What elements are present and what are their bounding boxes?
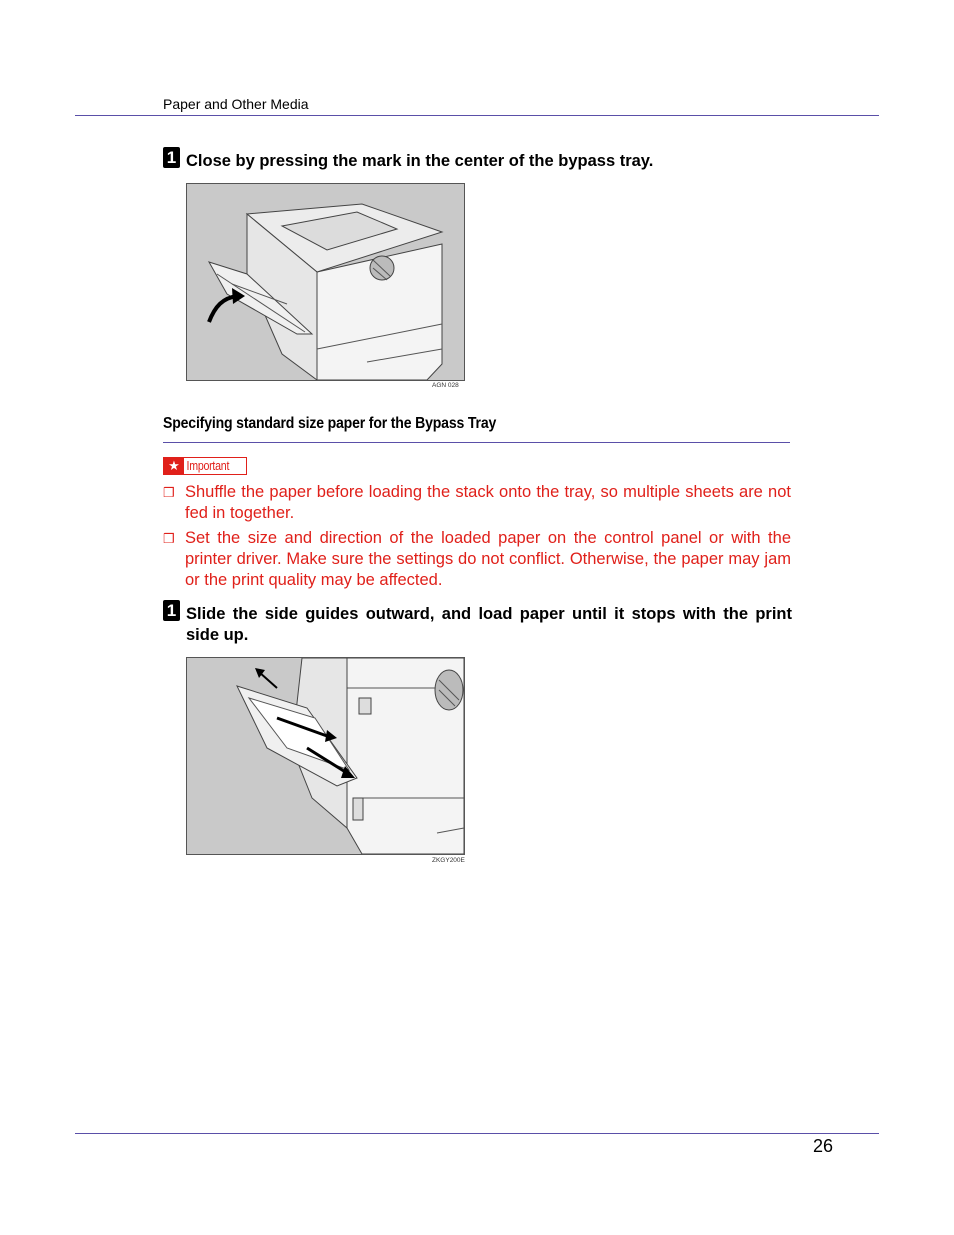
figure-code: ZKGY200E — [432, 857, 465, 864]
important-label: Important — [186, 459, 230, 473]
running-header: Paper and Other Media — [163, 96, 309, 112]
step-number: 1 — [163, 147, 180, 168]
step-instruction: Slide the side guides outward, and load paper until it stops with the print side up. — [186, 605, 792, 644]
section-title: Specifying standard size paper for the Bypass Tray — [163, 415, 497, 432]
page-number: 26 — [813, 1136, 834, 1156]
footer-rule — [75, 1133, 879, 1134]
figure-code: AGN 028 — [432, 382, 459, 389]
checkbox-bullet-icon: ❒ — [163, 485, 175, 500]
important-badge — [163, 457, 247, 475]
printer-load-paper-illustration — [186, 657, 465, 855]
important-item: ❒ Shuffle the paper before loading the stack onto the tray, so multiple sheets are not fed in together. — [163, 483, 791, 522]
star-icon: ★ — [164, 458, 184, 474]
step-instruction: Close by pressing the mark in the center of the bypass tray. — [186, 152, 654, 170]
header-rule — [75, 115, 879, 116]
checkbox-bullet-icon: ❒ — [163, 531, 175, 546]
important-item: ❒ Set the size and direction of the loaded paper on the control panel or with the printer driver. Make sure the settings do not conflict. Otherwise, the paper may jam or the print quality may be affected. — [163, 529, 791, 589]
step-number: 1 — [163, 600, 180, 621]
printer-bypass-close-illustration — [186, 183, 465, 381]
section-rule — [163, 442, 790, 443]
